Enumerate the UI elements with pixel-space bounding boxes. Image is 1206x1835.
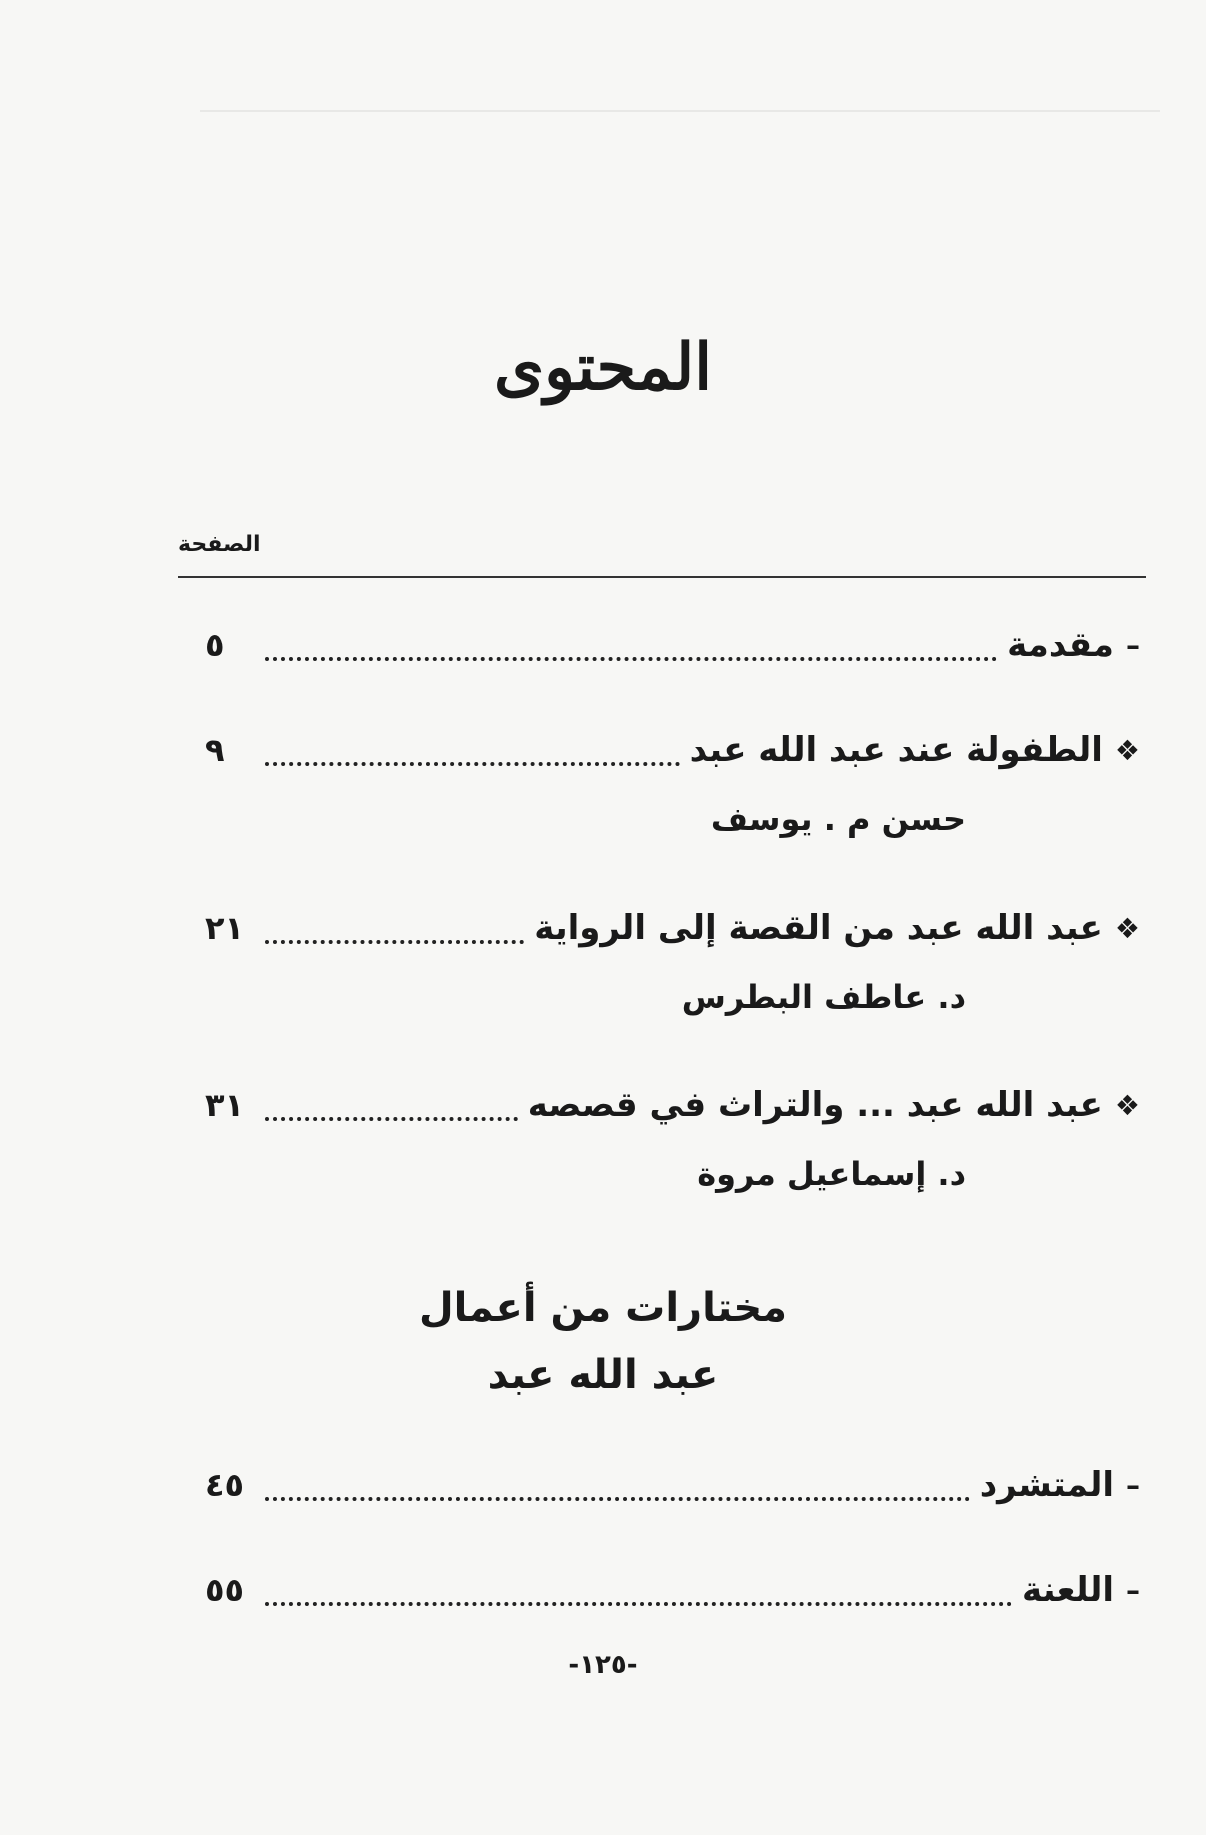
dot-leader — [265, 1485, 970, 1501]
dash-marker: – — [1126, 1573, 1140, 1607]
dot-leader — [265, 928, 524, 944]
toc-entry-title: المتشرد — [979, 1465, 1114, 1505]
toc-entry — [205, 1560, 1140, 1620]
toc-entry-page: ٣١ — [205, 1086, 245, 1124]
toc-entry — [205, 720, 1140, 780]
section-title-line1: مختارات من أعمال — [418, 1285, 788, 1331]
toc-entry — [205, 1075, 1140, 1135]
header-divider — [178, 576, 1146, 578]
toc-entry-title: عبد الله عبد من القصة إلى الرواية — [534, 908, 1103, 948]
toc-entry-page: ٢١ — [205, 909, 245, 947]
diamond-bullet-icon: ❖ — [1114, 733, 1140, 767]
toc-entry-page: ٥٥ — [205, 1571, 245, 1609]
toc-entry-page: ٩ — [205, 731, 225, 769]
dash-marker: – — [1126, 1468, 1140, 1502]
toc-entry — [205, 615, 1140, 675]
dot-leader — [265, 750, 680, 766]
toc-entry — [205, 898, 1140, 958]
dot-leader — [265, 1590, 1012, 1606]
toc-entry-page: ٤٥ — [205, 1466, 245, 1504]
dot-leader — [265, 1105, 518, 1121]
toc-entry-title: الطفولة عند عبد الله عبد — [689, 730, 1103, 770]
toc-entry — [205, 1455, 1140, 1515]
toc-entry-title: اللعنة — [1022, 1570, 1114, 1610]
page-title: المحتوى — [493, 330, 713, 405]
toc-entry-author: د. إسماعيل مروة — [697, 1155, 966, 1193]
diamond-bullet-icon: ❖ — [1114, 911, 1140, 945]
dot-leader — [265, 645, 997, 661]
page-number: -١٢٥- — [568, 1650, 638, 1680]
dash-marker: – — [1126, 628, 1140, 662]
section-title-line2: عبد الله عبد — [487, 1352, 719, 1398]
page-column-header: الصفحة — [178, 532, 261, 557]
toc-entry-author: حسن م . يوسف — [710, 800, 966, 838]
toc-entry-author: د. عاطف البطرس — [681, 978, 966, 1016]
diamond-bullet-icon: ❖ — [1114, 1088, 1140, 1122]
toc-entry-title: مقدمة — [1007, 625, 1114, 665]
toc-entry-page: ٥ — [205, 626, 225, 664]
toc-entry-title: عبد الله عبد ... والتراث في قصصه — [527, 1085, 1103, 1125]
